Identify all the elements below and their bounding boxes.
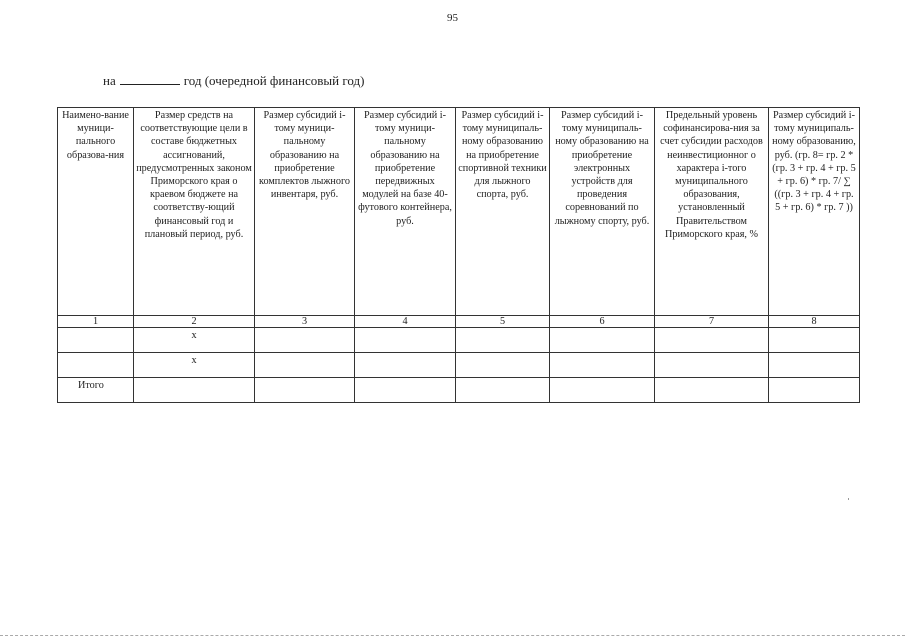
header-cell-7: Предельный уровень софинансирова-ния за счет субсидии расходов неинвестиционног о характера i-того муниципального образования, установленный Правительством Приморского края, % <box>655 108 769 316</box>
column-number-row <box>58 316 860 328</box>
table-heading <box>103 73 364 89</box>
column-number: 6 <box>550 316 655 328</box>
table-cell <box>769 328 860 353</box>
column-number: 3 <box>255 316 355 328</box>
table-cell <box>655 353 769 378</box>
budget-cell: x <box>134 328 255 353</box>
table-cell <box>255 353 355 378</box>
scan-speck <box>848 498 849 500</box>
table-cell <box>550 378 655 403</box>
header-cell-8: Размер субсидий i-тому муниципаль-ному образованию, руб. (гр. 8= гр. 2 * (гр. 3 + гр. 4 + гр. 5 + гр. 6) * гр. 7/ ∑ ((гр. 3 + гр. 4 + гр. 5 + гр. 6) * гр. 7 )) <box>769 108 860 316</box>
header-cell-1: Наимено-вание муници-пального образова-ния <box>58 108 134 316</box>
budget-cell: x <box>134 353 255 378</box>
table-cell <box>456 353 550 378</box>
header-cell-6: Размер субсидий i-тому муниципаль-ному образованию на приобретение электронных устройств для проведения соревнований по лыжному спорту, руб. <box>550 108 655 316</box>
table-cell <box>255 328 355 353</box>
budget-cell <box>134 378 255 403</box>
heading-prefix: на <box>103 73 116 88</box>
table-cell <box>456 328 550 353</box>
page-number: 95 <box>447 12 458 24</box>
table-row <box>58 353 860 378</box>
table-cell <box>655 378 769 403</box>
header-cell-4: Размер субсидий i-тому муници-пальному образованию на приобретение передвижных модулей на базе 40-футового контейнера, руб. <box>355 108 456 316</box>
header-cell-3: Размер субсидий i-тому муници-пальному образованию на приобретение комплектов лыжного инвентаря, руб. <box>255 108 355 316</box>
table-cell <box>769 353 860 378</box>
column-number: 8 <box>769 316 860 328</box>
header-row <box>58 108 860 316</box>
column-number: 4 <box>355 316 456 328</box>
column-number: 5 <box>456 316 550 328</box>
column-number: 2 <box>134 316 255 328</box>
table-cell <box>255 378 355 403</box>
table-cell <box>456 378 550 403</box>
table-row <box>58 328 860 353</box>
year-blank-line <box>120 74 180 85</box>
header-cell-2: Размер средств на соответствующие цели в составе бюджетных ассигнований, предусмотренных законом Приморского края о краевом бюджете на соответству-ющий финансовый год и плановый период, руб. <box>134 108 255 316</box>
table-cell <box>550 328 655 353</box>
heading-suffix: год (очередной финансовый год) <box>183 73 365 88</box>
table-cell <box>355 378 456 403</box>
table-cell <box>550 353 655 378</box>
municipality-name-cell <box>58 353 134 378</box>
column-number: 1 <box>58 316 134 328</box>
column-number: 7 <box>655 316 769 328</box>
total-row <box>58 378 860 403</box>
table-cell <box>355 328 456 353</box>
subsidy-table <box>57 107 860 403</box>
header-cell-5: Размер субсидий i-тому муниципаль-ному образованию на приобретение спортивной техники для лыжного спорта, руб. <box>456 108 550 316</box>
table-cell <box>769 378 860 403</box>
table-cell <box>655 328 769 353</box>
table-cell <box>355 353 456 378</box>
page-bottom-edge <box>0 635 905 636</box>
total-label: Итого <box>58 378 134 403</box>
municipality-name-cell <box>58 328 134 353</box>
